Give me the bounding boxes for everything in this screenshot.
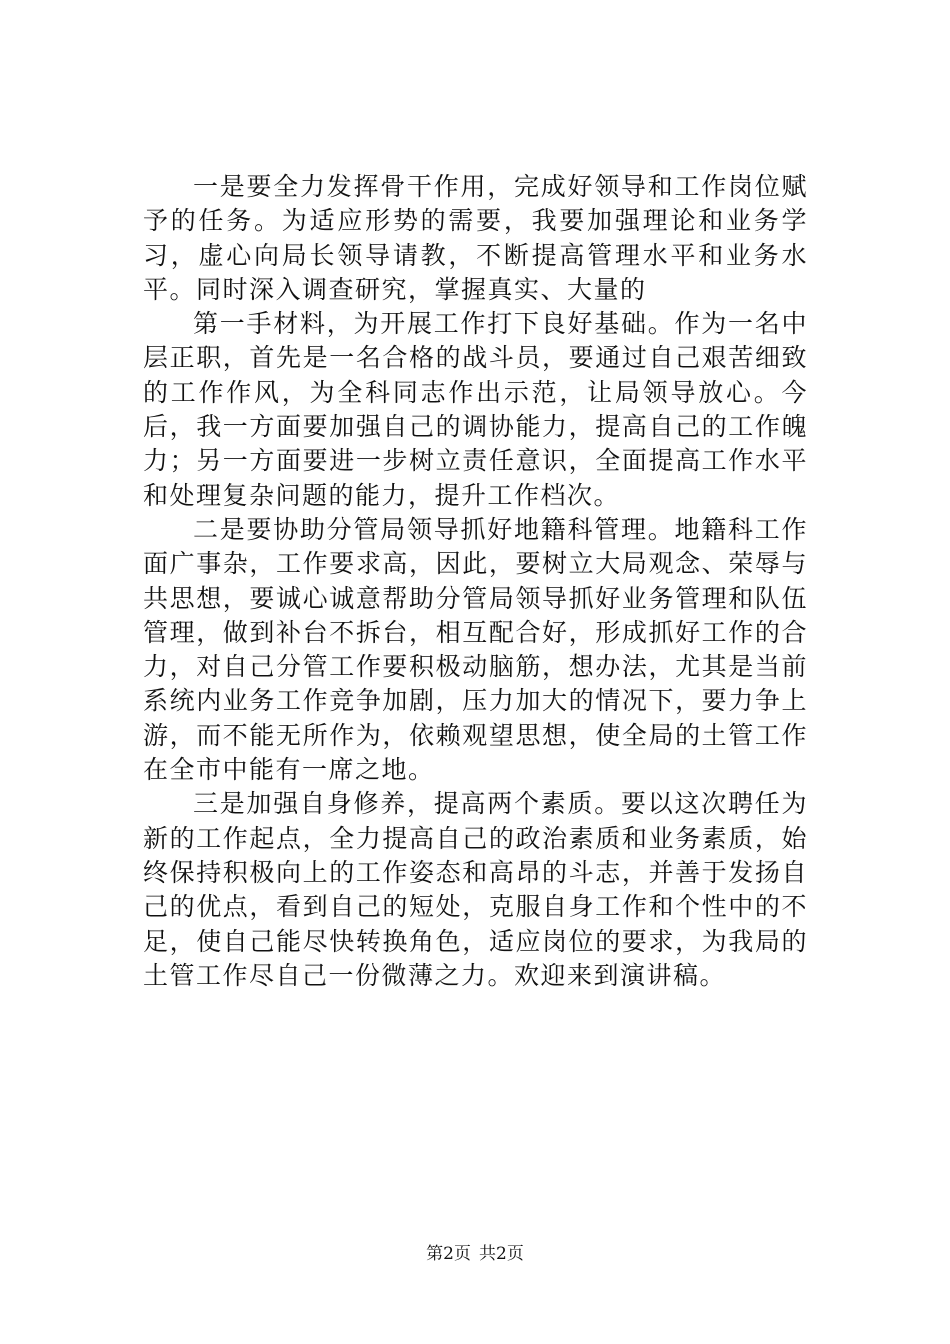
paragraph-3: 二是要协助分管局领导抓好地籍科管理。地籍科工作面广事杂，工作要求高，因此，要树立大局观念、荣辱与共思想，要诚心诚意帮助分管局领导抓好业务管理和队伍管理，做到补台不拆台，相互配合好，形成抓好工作的合力，对自己分管工作要积极动脑筋，想办法，尤其是当前系统内业务工作竞争加剧，压力加大的情况下，要力争上游，而不能无所作为，依赖观望思想，使全局的土管工作在全市中能有一席之地。 (143, 514, 808, 785)
page-number-total: 共2页 (479, 1244, 524, 1264)
paragraph-1: 一是要全力发挥骨干作用，完成好领导和工作岗位赋予的任务。为适应形势的需要，我要加强理论和业务学习，虚心向局长领导请教，不断提高管理水平和业务水平。同时深入调查研究，掌握真实、大量的 (143, 172, 808, 304)
page-footer (0, 1243, 950, 1265)
paragraph-4: 三是加强自身修养，提高两个素质。要以这次聘任为新的工作起点，全力提高自己的政治素质和业务素质，始终保持积极向上的工作姿态和高昂的斗志，并善于发扬自己的优点，看到自己的短处，克服自身工作和个性中的不足，使自己能尽快转换角色，适应岗位的要求，为我局的土管工作尽自己一份微薄之力。欢迎来到演讲稿。 (143, 789, 808, 990)
paragraph-2: 第一手材料，为开展工作打下良好基础。作为一名中层正职，首先是一名合格的战斗员，要通过自己艰苦细致的工作作风，为全科同志作出示范，让局领导放心。今后，我一方面要加强自己的调协能力，提高自己的工作魄力；另一方面要进一步树立责任意识，全面提高工作水平和处理复杂问题的能力，提升工作档次。 (143, 309, 808, 510)
document-body (143, 170, 808, 993)
page-number-current: 第2页 (426, 1244, 471, 1264)
